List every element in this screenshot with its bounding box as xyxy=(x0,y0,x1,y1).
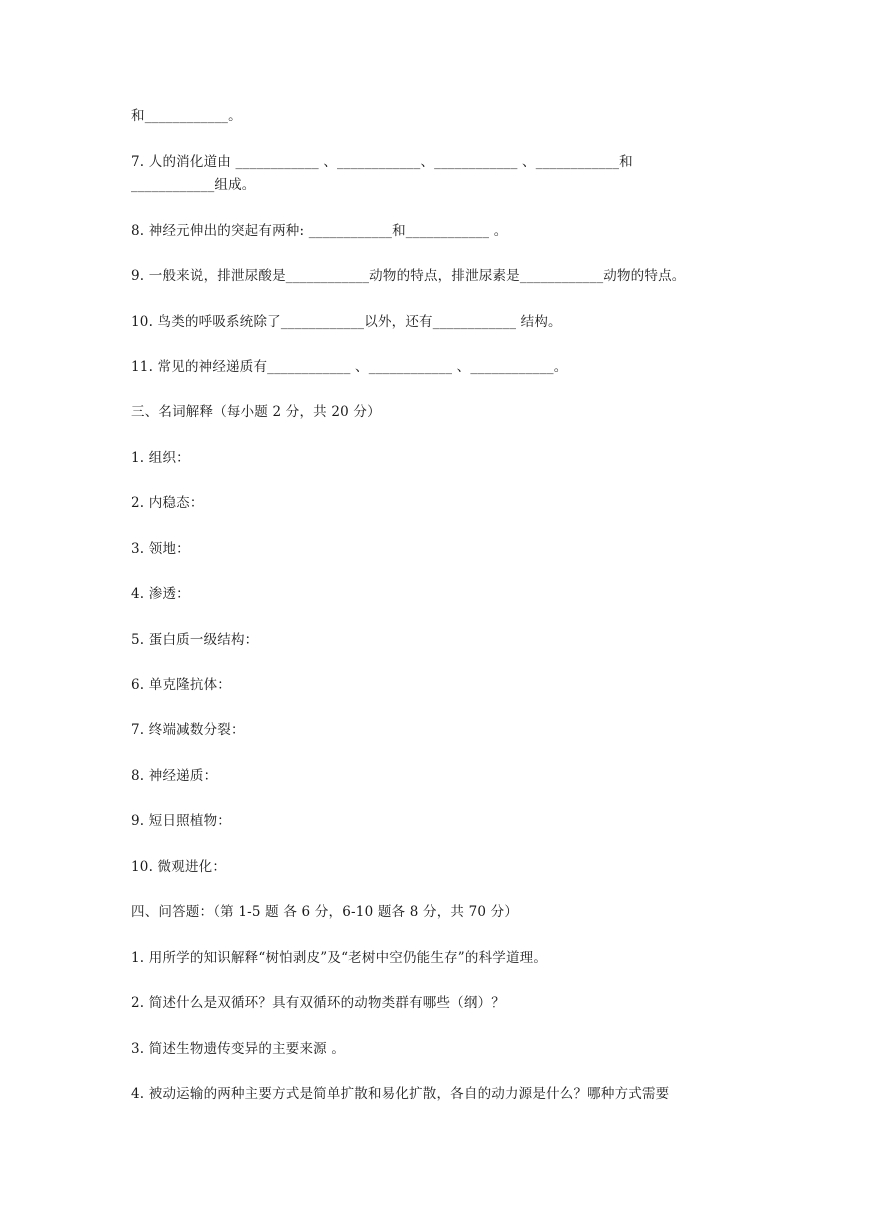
question-fill-11: 11. 常见的神经递质有____________ 、____________ 、____________。 xyxy=(131,359,568,375)
essay-question-4: 4. 被动运输的两种主要方式是简单扩散和易化扩散，各自的动力源是什么？哪种方式需要 xyxy=(131,1086,670,1102)
essay-question-3: 3. 简述生物遗传变异的主要来源 。 xyxy=(131,1041,346,1057)
section-heading-4: 四、问答题：（第 1-5 题 各 6 分，6-10 题各 8 分，共 70 分） xyxy=(131,904,519,920)
term-1: 1. 组织： xyxy=(131,450,190,466)
question-fill-10: 10. 鸟类的呼吸系统除了____________以外，还有____________ 结构。 xyxy=(131,314,562,330)
section-heading-3: 三、名词解释（每小题 2 分，共 20 分） xyxy=(131,404,381,420)
essay-question-1: 1. 用所学的知识解释“树怕剥皮”及“老树中空仍能生存”的科学道理。 xyxy=(131,950,548,966)
question-fill-7: 7. 人的消化道由 ____________ 、____________、____________ 、____________和 xyxy=(131,154,633,170)
question-fill-8: 8. 神经元伸出的突起有两种: ____________和____________ 。 xyxy=(131,223,508,239)
term-8: 8. 神经递质： xyxy=(131,768,218,784)
term-2: 2. 内稳态： xyxy=(131,495,204,511)
term-9: 9. 短日照植物： xyxy=(131,813,231,829)
term-6: 6. 单克隆抗体： xyxy=(131,677,231,693)
essay-question-2: 2. 简述什么是双循环？具有双循环的动物类群有哪些（纲）？ xyxy=(131,995,505,1011)
term-3: 3. 领地： xyxy=(131,541,190,557)
fill-blank-continuation: 和____________。 xyxy=(131,108,242,124)
term-7: 7. 终端减数分裂： xyxy=(131,722,245,738)
term-10: 10. 微观进化： xyxy=(131,859,227,875)
term-4: 4. 渗透： xyxy=(131,586,190,602)
term-5: 5. 蛋白质一级结构： xyxy=(131,632,259,648)
question-fill-7-cont: ____________组成。 xyxy=(131,177,256,193)
question-fill-9: 9. 一般来说，排泄尿酸是____________动物的特点，排泄尿素是____________动物的特点。 xyxy=(131,268,686,284)
